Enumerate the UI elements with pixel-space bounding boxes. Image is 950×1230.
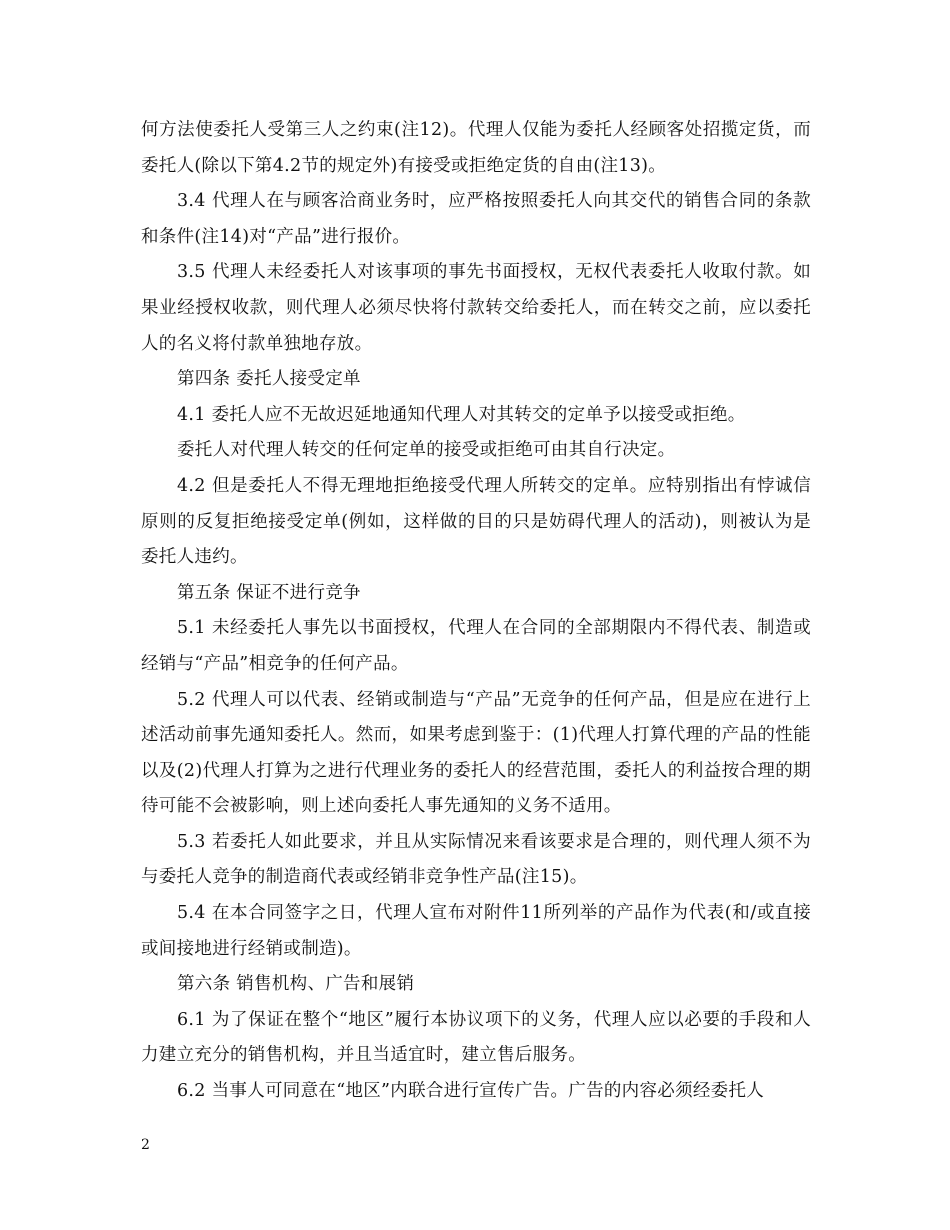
paragraph-clause-4-2: 4.2 但是委托人不得无理地拒绝接受代理人所转交的定单。应特别指出有悖诚信原则的反复拒绝接受定单(例如，这样做的目的只是妨碍代理人的活动)，则被认为是委托人违约。	[141, 475, 811, 568]
paragraph-continuation: 何方法使委托人受第三人之约束(注12)。代理人仅能为委托人经顾客处招揽定货，而委托人(除以下第4.2节的规定外)有接受或拒绝定货的自由(注13)。	[141, 120, 811, 176]
paragraph-clause-4-1-b: 委托人对代理人转交的任何定单的接受或拒绝可由其自行决定。	[177, 440, 676, 461]
paragraph-clause-3-4: 3.4 代理人在与顾客洽商业务时，应严格按照委托人向其交代的销售合同的条款和条件(注14)对“产品”进行报价。	[141, 191, 811, 247]
paragraph-clause-6-1: 6.1 为了保证在整个“地区”履行本协议项下的义务，代理人应以必要的手段和人力建立充分的销售机构，并且当适宜时，建立售后服务。	[141, 1009, 811, 1066]
paragraph-clause-5-3: 5.3 若委托人如此要求，并且从实际情况来看该要求是合理的，则代理人须不为与委托人竞争的制造商代表或经销非竞争性产品(注15)。	[141, 831, 811, 888]
paragraph-clause-5-1: 5.1 未经委托人事先以书面授权，代理人在合同的全部期限内不得代表、制造或经销与“产品”相竞争的任何产品。	[141, 618, 811, 674]
paragraph-clause-3-5: 3.5 代理人未经委托人对该事项的事先书面授权，无权代表委托人收取付款。如果业经授权收款，则代理人必须尽快将付款转交给委托人，而在转交之前，应以委托人的名义将付款单独地存放。	[141, 262, 811, 354]
paragraph-clause-6-2: 6.2 当事人可同意在“地区”内联合进行宣传广告。广告的内容必须经委托人	[177, 1081, 765, 1102]
heading-article-6: 第六条 销售机构、广告和展销	[177, 974, 415, 995]
heading-article-4: 第四条 委托人接受定单	[177, 369, 361, 390]
document-body	[141, 113, 811, 1110]
heading-article-5: 第五条 保证不进行竞争	[177, 582, 361, 603]
paragraph-clause-5-4: 5.4 在本合同签字之日，代理人宣布对附件11所列举的产品作为代表(和/或直接或间接地进行经销或制造)。	[141, 903, 811, 959]
page-number: 2	[141, 1137, 150, 1153]
paragraph-clause-4-1: 4.1 委托人应不无故迟延地通知代理人对其转交的定单予以接受或拒绝。	[177, 404, 746, 425]
paragraph-clause-5-2: 5.2 代理人可以代表、经销或制造与“产品”无竞争的任何产品，但是应在进行上述活动前事先通知委托人。然而，如果考虑到鉴于：(1)代理人打算代理的产品的性能以及(2)代理人打算为之进行代理业务的委托人的经营范围，委托人的利益按合理的期待可能不会被影响，则上述向委托人事先通知的义务不适用。	[141, 689, 811, 817]
